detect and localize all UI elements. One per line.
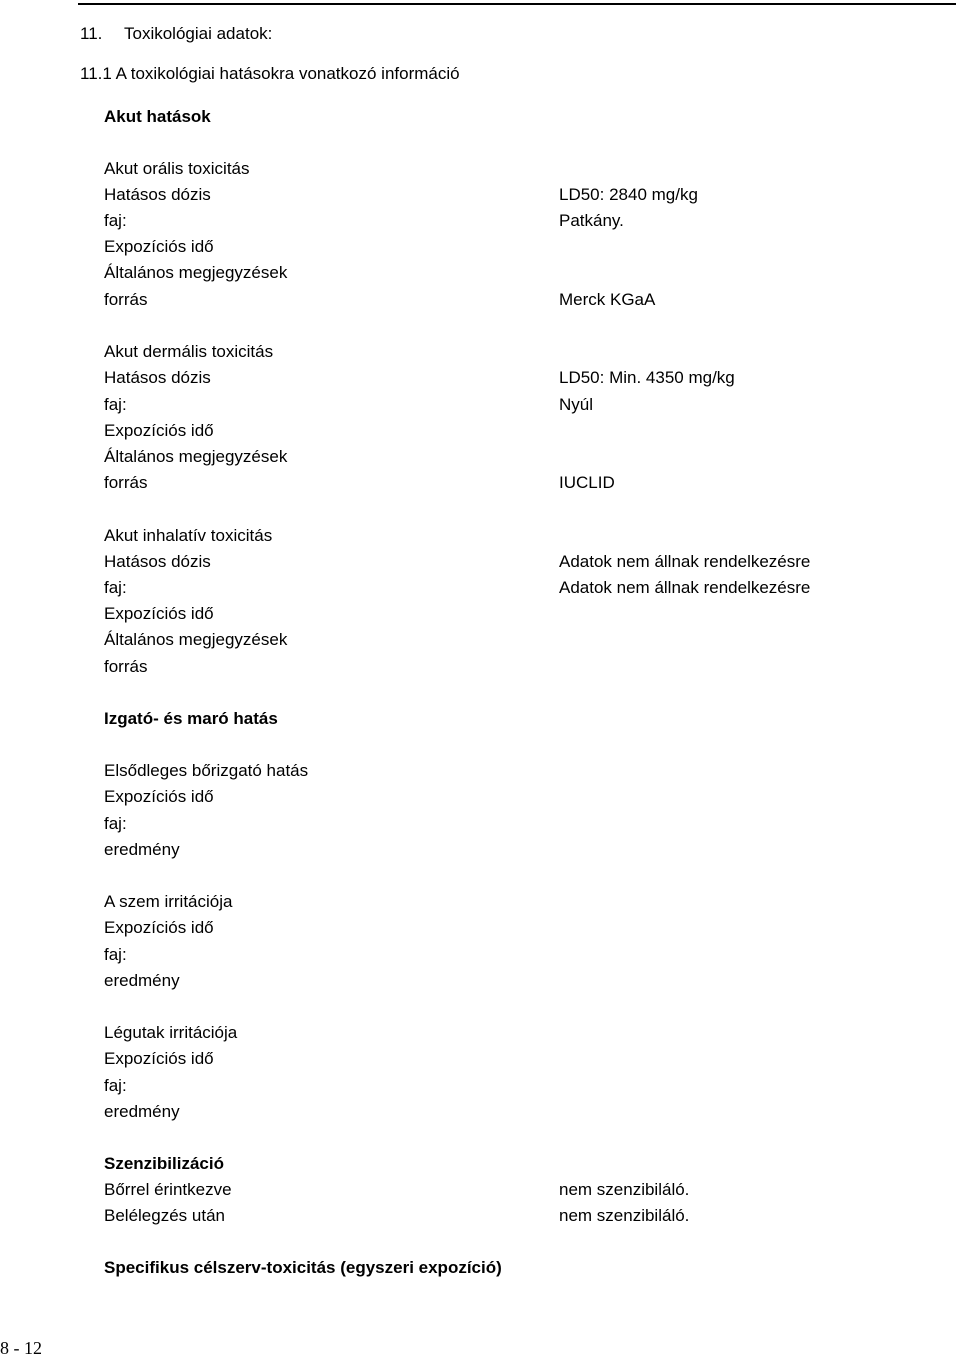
eye-label-species: faj: (104, 945, 127, 964)
inhal-label-exposure: Expozíciós idő (104, 604, 214, 623)
inhal-value-species: Adatok nem állnak rendelkezésre (559, 578, 811, 597)
dermal-label-species: faj: (104, 395, 127, 414)
oral-value-dose: LD50: 2840 mg/kg (559, 185, 698, 204)
section-title: Toxikológiai adatok: (124, 24, 273, 43)
sens-value-inhal: nem szenzibiláló. (559, 1206, 690, 1225)
oral-label-dose: Hatásos dózis (104, 185, 211, 204)
stot-heading: Specifikus célszerv-toxicitás (egyszeri expozíció) (104, 1258, 502, 1277)
skin-label-species: faj: (104, 814, 127, 833)
dermal-value-source: IUCLID (559, 473, 615, 492)
sens-label-skin: Bőrrel érintkezve (104, 1180, 232, 1199)
oral-label-species: faj: (104, 211, 127, 230)
resp-label-exposure: Expozíciós idő (104, 1049, 214, 1068)
section-number: 11. (80, 24, 103, 43)
irritation-heading: Izgató- és maró hatás (104, 709, 278, 728)
oral-label-exposure: Expozíciós idő (104, 237, 214, 256)
inhal-label-dose: Hatásos dózis (104, 552, 211, 571)
oral-value-species: Patkány. (559, 211, 624, 230)
oral-value-source: Merck KGaA (559, 290, 656, 309)
subsection-title: 11.1 A toxikológiai hatásokra vonatkozó információ (80, 64, 460, 83)
page-number: 8 - 12 (0, 1338, 42, 1358)
oral-label-remarks: Általános megjegyzések (104, 263, 288, 282)
skin-label-result: eredmény (104, 840, 180, 859)
acute-heading: Akut hatások (104, 107, 211, 126)
skin-label-exposure: Expozíciós idő (104, 787, 214, 806)
eye-irritation-title: A szem irritációja (104, 892, 233, 911)
dermal-label-exposure: Expozíciós idő (104, 421, 214, 440)
oral-label-source: forrás (104, 290, 148, 309)
eye-label-result: eredmény (104, 971, 180, 990)
inhal-label-species: faj: (104, 578, 127, 597)
inhal-value-dose: Adatok nem állnak rendelkezésre (559, 552, 811, 571)
eye-label-exposure: Expozíciós idő (104, 918, 214, 937)
dermal-label-dose: Hatásos dózis (104, 368, 211, 387)
dermal-value-species: Nyúl (559, 395, 594, 414)
sens-value-skin: nem szenzibiláló. (559, 1180, 690, 1199)
dermal-value-dose: LD50: Min. 4350 mg/kg (559, 368, 735, 387)
resp-label-species: faj: (104, 1076, 127, 1095)
dermal-label-remarks: Általános megjegyzések (104, 447, 288, 466)
dermal-label-source: forrás (104, 473, 148, 492)
resp-label-result: eredmény (104, 1102, 180, 1121)
dermal-title: Akut dermális toxicitás (104, 342, 274, 361)
sens-label-inhal: Belélegzés után (104, 1206, 225, 1225)
inhal-label-source: forrás (104, 657, 148, 676)
skin-irritation-title: Elsődleges bőrizgató hatás (104, 761, 309, 780)
inhal-label-remarks: Általános megjegyzések (104, 630, 288, 649)
inhal-title: Akut inhalatív toxicitás (104, 526, 273, 545)
sensitization-heading: Szenzibilizáció (104, 1154, 224, 1173)
top-rule (78, 3, 956, 5)
oral-title: Akut orális toxicitás (104, 159, 250, 178)
resp-irritation-title: Légutak irritációja (104, 1023, 238, 1042)
